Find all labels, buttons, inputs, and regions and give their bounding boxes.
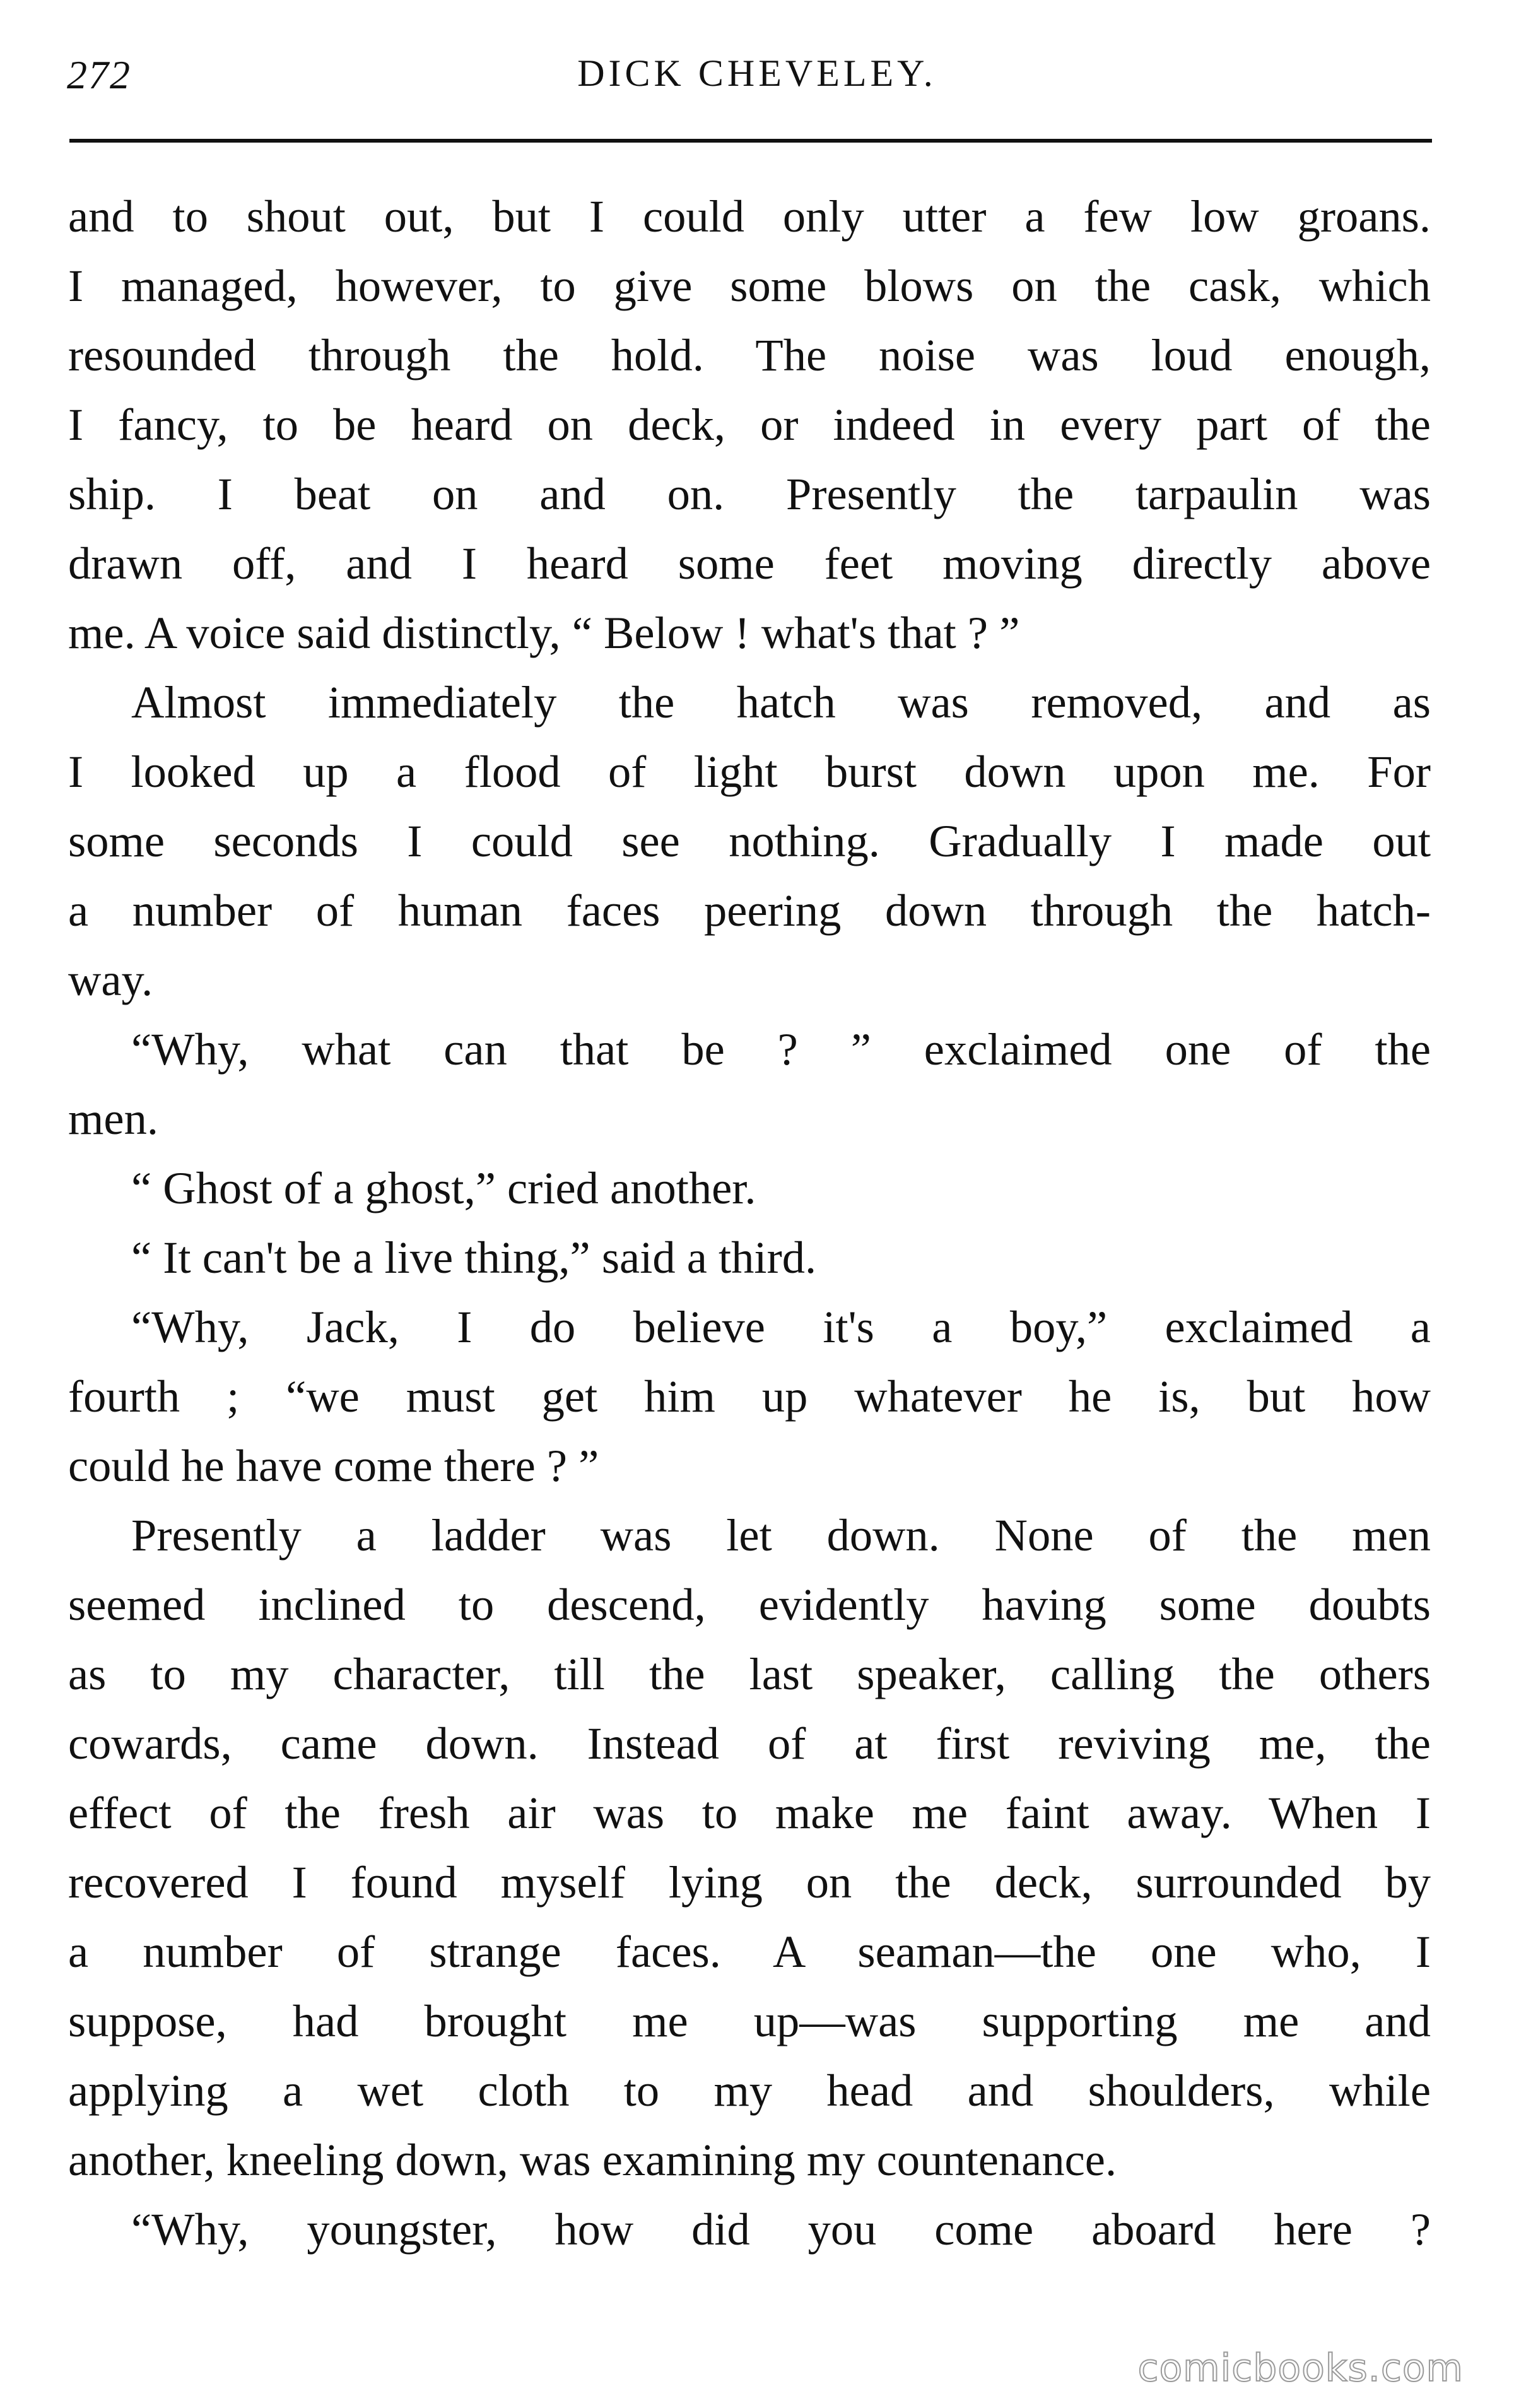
text-line: “ It can't be a live thing,” said a third. — [131, 1232, 817, 1283]
text-line: “Why, youngster, how did you come aboard here ? — [131, 2204, 1431, 2255]
text-line: a number of strange faces. A seaman—the one who, I — [68, 1926, 1431, 1977]
page-number: 272 — [67, 52, 131, 97]
text-line: resounded through the hold. The noise was loud enough, — [68, 329, 1431, 381]
text-line: applying a wet cloth to my head and shoulders, while — [68, 2065, 1431, 2116]
text-line: recovered I found myself lying on the deck, surrounded by — [68, 1856, 1431, 1908]
text-line: as to my character, till the last speaker, calling the others — [68, 1648, 1431, 1699]
watermark: comicbooks.com — [1137, 2346, 1464, 2390]
text-line: effect of the fresh air was to make me faint away. When I — [68, 1787, 1431, 1838]
text-line: drawn off, and I heard some feet moving directly above — [68, 538, 1431, 589]
text-line: cowards, came down. Instead of at first reviving me, the — [68, 1718, 1431, 1769]
text-block — [68, 182, 1431, 2264]
text-line: “Why, Jack, I do believe it's a boy,” exclaimed a — [131, 1301, 1431, 1352]
text-line: a number of human faces peering down through the hatch- — [68, 885, 1431, 936]
text-line: I managed, however, to give some blows on the cask, which — [68, 260, 1431, 311]
text-line: Almost immediately the hatch was removed, and as — [131, 676, 1431, 728]
text-line: and to shout out, but I could only utter a few low groans. — [68, 191, 1431, 242]
running-title: DICK CHEVELEY. — [577, 52, 937, 94]
text-line: suppose, had brought me up—was supporting me and — [68, 1995, 1431, 2046]
text-line: “Why, what can that be ? ” exclaimed one of the — [131, 1024, 1431, 1075]
text-line: some seconds I could see nothing. Gradually I made out — [68, 815, 1431, 866]
text-line: “ Ghost of a ghost,” cried another. — [131, 1162, 756, 1213]
text-line: I fancy, to be heard on deck, or indeed in every part of the — [68, 399, 1431, 450]
text-line: ship. I beat on and on. Presently the tarpaulin was — [68, 468, 1431, 519]
text-line: fourth ; “we must get him up whatever he is, but how — [68, 1371, 1431, 1422]
text-line: could he have come there ? ” — [68, 1440, 599, 1491]
text-line: Presently a ladder was let down. None of the men — [131, 1509, 1431, 1561]
header-rule — [69, 139, 1432, 143]
text-line: I looked up a flood of light burst down upon me. For — [68, 746, 1431, 797]
text-line: me. A voice said distinctly, “ Below ! what's that ? ” — [68, 607, 1020, 658]
text-line: another, kneeling down, was examining my countenance. — [68, 2134, 1117, 2185]
text-line: way. — [68, 954, 153, 1005]
text-line: men. — [68, 1093, 158, 1144]
text-line: seemed inclined to descend, evidently having some doubts — [68, 1579, 1431, 1630]
